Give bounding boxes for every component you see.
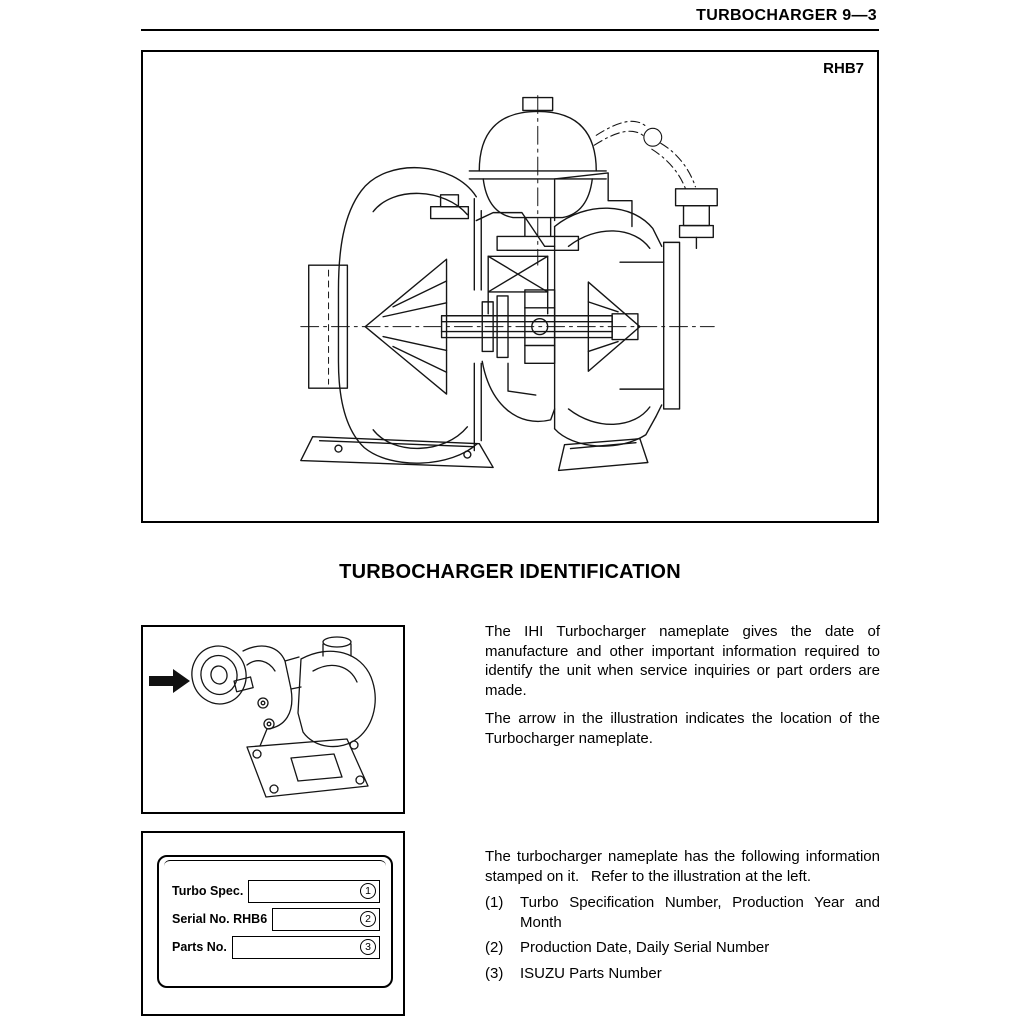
nameplate-row-label: Turbo Spec. <box>172 884 244 898</box>
nameplate-figure-box <box>141 831 405 1016</box>
intro-text <box>485 622 880 748</box>
nameplate-location-illustration <box>143 627 403 812</box>
list-item <box>485 893 880 932</box>
list-item <box>485 938 880 958</box>
list-item-number: (3) <box>485 964 504 982</box>
compressor-inlet <box>187 641 252 709</box>
main-figure-box <box>141 50 879 523</box>
nameplate-info-text <box>485 847 880 983</box>
intro-paragraph-2: The arrow in the illustration indicates the location of the Turbocharger nameplate. <box>485 710 880 747</box>
mounting-flange-small <box>247 739 368 797</box>
nameplate-plate <box>157 855 393 988</box>
turbo-body <box>234 646 301 746</box>
circled-number-badge: 1 <box>360 883 376 899</box>
header-rule <box>141 29 879 31</box>
circled-number-badge: 3 <box>360 939 376 955</box>
turbine-housing-small <box>298 637 375 747</box>
nameplate-row-label: Serial No. RHB6 <box>172 912 268 926</box>
circled-number-badge: 2 <box>360 911 376 927</box>
actuator-hose <box>594 121 695 189</box>
arrow-icon <box>149 669 190 693</box>
nameplate-row <box>172 907 380 931</box>
list-item-text: Turbo Specification Number, Production Year and Month <box>520 894 880 931</box>
list-item-text: ISUZU Parts Number <box>520 964 662 982</box>
section-title: TURBOCHARGER IDENTIFICATION <box>339 561 681 583</box>
turbocharger-cross-section-diagram <box>143 52 877 521</box>
nameplate-row-label: Parts No. <box>172 940 227 954</box>
list-item-text: Production Date, Daily Serial Number <box>520 939 770 956</box>
nameplate-field <box>272 908 380 931</box>
list-item <box>485 964 880 984</box>
nameplate-row <box>172 879 380 903</box>
nameplate-info-paragraph: The turbocharger nameplate has the following information stamped on it. Refer to the illustration at the left. <box>485 848 880 885</box>
nameplate-row <box>172 935 380 959</box>
list-item-number: (1) <box>485 894 504 911</box>
list-item-number: (2) <box>485 939 504 956</box>
intro-paragraph-1: The IHI Turbocharger nameplate gives the date of manufacture and other important information required to identify the unit when service inquiries or part orders are made. <box>485 623 880 699</box>
identification-list <box>485 893 880 983</box>
nameplate-location-figure-box <box>141 625 405 814</box>
nameplate-field <box>232 936 380 959</box>
figure-model-label: RHB7 <box>823 60 864 77</box>
nameplate-field <box>248 880 380 903</box>
bearing-housing <box>476 213 554 422</box>
mounting-flange <box>301 437 493 468</box>
hose-fitting <box>676 189 718 248</box>
page-header: TURBOCHARGER 9—3 <box>696 7 877 24</box>
